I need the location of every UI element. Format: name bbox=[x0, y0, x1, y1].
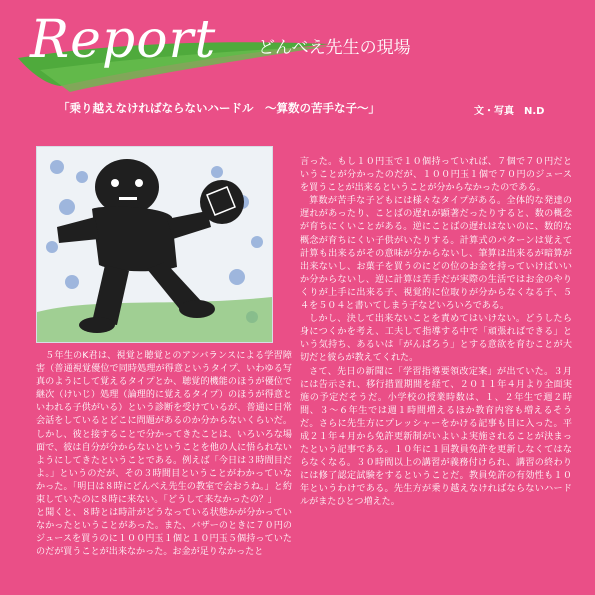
right-text-column bbox=[300, 156, 572, 510]
paragraph: 算数が苦手な子どもには様々なタイプがある。全体的な発達の遅れがあったり、ことばの遅れが顕著だったりすると、数の概念が育ちにくいことがある。逆にことばの遅れはないのに、数的な概念が育ちにくい子供がいたりする。計算式のパターンは覚えて計算も出来るがその意味が分からないし、筆算は出来るが暗算が出来ないし、お菓子を買うのにどの位のお金を持っていけばいいか分からないし、逆に計算は苦手だが実際の生活ではお金のやりくりが上手に出来る子、視覚的に位取りが分からなくなる子、５４を５０４と書いてしまう子などいろいろである。 bbox=[300, 196, 572, 312]
paragraph: さて、先日の新聞に「学習指導要領改定案」が出ていた。３月には告示され、移行措置期間を経て、２０１１年４月より全面実施の予定だそうだ。小学校の授業時数は、１、２年生で週２時間、３～６年生では週１時間増えるほか教育内容も増えるそうだ。さらに先生方にプレッシャーをかける記事も目に入った。平成２１年４月から免許更新制がいよいよ実施されることが決まったという記事である。１０年に１回教員免許を更新しなくてはならなくなる。３０時間以上の講習が義務付けられ、講習の終わりには修了認定試験をするということだ。教員免許の有効性も１０年というわけである。先生方が乗り越えなければならないハードルがまたひとつ増えた。 bbox=[300, 366, 572, 508]
column-subtitle: どんべえ先生の現場 bbox=[258, 38, 411, 58]
child-artwork-photo bbox=[36, 146, 273, 343]
paragraph: ５年生のK君は、視覚と聴覚とのアンバランスによる学習障害（普通視覚優位で同時処理が得意というタイプ、いわゆる写真のようにして覚えるタイプとか、聴覚的機能のほうが優位で継次（けいじ）処理（論理的に覚えるタイプ）のほうが得意といわれる子供がいる）という診断を受けているが、普通に日常会話をしているとどこに問題があるのか分からないくらいだ。しかし、彼と接することで分かってきたことは、いろいろな場面で、彼は自分が分からないということを他の人に悟られないようにしてきたということである。例えば「今日は３時間目だよ。」というのだが、その３時間目ということがわかっていなかった。「明日は８時にどんべえ先生の教室で会おうね。」と約束していたのに８時に来ない。「どうして来なかったの？」 bbox=[36, 351, 292, 506]
paragraph: しかし、決して出来ないことを責めてはいけない。どうしたら身につくかを考え、工夫して指導する中で「頑張ればできる」という気持ち、あるいは「がんばろう」とする意欲を育むことが大切だと彼らが教えてくれた。 bbox=[300, 314, 572, 364]
left-text-column bbox=[36, 350, 292, 560]
byline: 文・写真 N.D bbox=[474, 106, 545, 117]
paragraph: と聞くと、８時とは時計がどうなっている状態かが分かっていなかったということがあった。また、バザーのときに７０円のジュースを買うのに１００円玉１個と１０円玉５個持っていたのだが買うことが出来なかった。お金が足りなかったと bbox=[36, 508, 292, 558]
report-logo: Report bbox=[30, 10, 217, 70]
article-title: 「乗り越えなければならないハードル ～算数の苦手な子～」 bbox=[58, 101, 380, 115]
header bbox=[0, 0, 595, 100]
artwork-illustration bbox=[37, 147, 272, 342]
paragraph: 言った。もし１０円玉で１０個持っていれば、７個で７０円だということが分かったのだが、１００円玉１個で７０円のジュースを買うことが出来るということが分からなかったのである。 bbox=[300, 157, 572, 194]
